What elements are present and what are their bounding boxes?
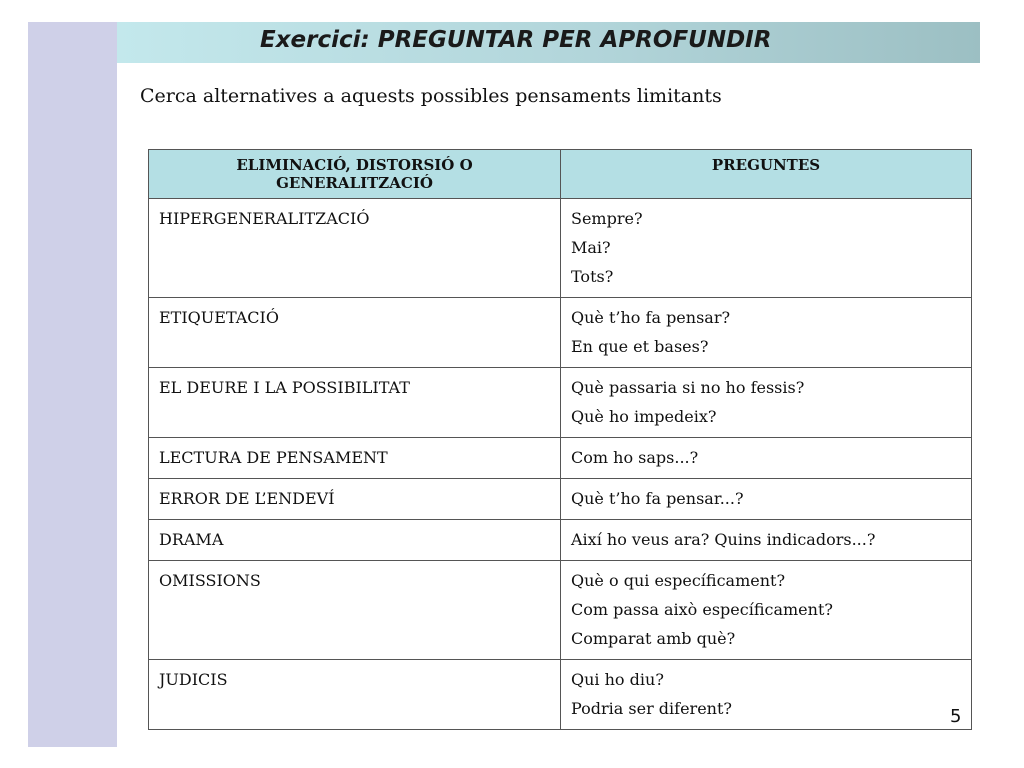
category-cell: JUDICIS bbox=[149, 660, 561, 730]
question-text: Comparat amb què? bbox=[571, 629, 736, 648]
category-cell: ETIQUETACIÓ bbox=[149, 298, 561, 368]
header-questions: PREGUNTES bbox=[561, 150, 972, 199]
question-text: En que et bases? bbox=[571, 337, 709, 356]
question-text: Com ho saps...? bbox=[571, 448, 699, 467]
questions-cell bbox=[561, 368, 972, 438]
questions-cell bbox=[561, 438, 972, 479]
questions-cell bbox=[561, 199, 972, 298]
question-text: Mai? bbox=[571, 238, 611, 257]
slide-title: Exercici: PREGUNTAR PER APROFUNDIR bbox=[260, 27, 772, 53]
page-number: 5 bbox=[950, 706, 962, 727]
question-text: Què passaria si no ho fessis? bbox=[571, 378, 805, 397]
slide-sidebar bbox=[28, 22, 117, 747]
table-row bbox=[149, 368, 972, 438]
table-row bbox=[149, 479, 972, 520]
question-text: Què ho impedeix? bbox=[571, 407, 717, 426]
table-header-row bbox=[149, 150, 972, 199]
questions-table bbox=[148, 149, 972, 730]
table-row bbox=[149, 438, 972, 479]
table-row bbox=[149, 561, 972, 660]
question-text: Què t’ho fa pensar...? bbox=[571, 489, 744, 508]
table-body bbox=[149, 199, 972, 730]
questions-cell bbox=[561, 479, 972, 520]
category-cell: EL DEURE I LA POSSIBILITAT bbox=[149, 368, 561, 438]
questions-cell bbox=[561, 561, 972, 660]
table-row bbox=[149, 199, 972, 298]
category-cell: OMISSIONS bbox=[149, 561, 561, 660]
questions-cell bbox=[561, 660, 972, 730]
table-row bbox=[149, 298, 972, 368]
questions-cell bbox=[561, 520, 972, 561]
question-text: Així ho veus ara? Quins indicadors...? bbox=[571, 530, 876, 549]
questions-cell bbox=[561, 298, 972, 368]
question-text: Tots? bbox=[571, 267, 614, 286]
question-text: Què t’ho fa pensar? bbox=[571, 308, 731, 327]
question-text: Què o qui específicament? bbox=[571, 571, 786, 590]
slide-subtitle: Cerca alternatives a aquests possibles pensaments limitants bbox=[140, 85, 722, 107]
question-text: Sempre? bbox=[571, 209, 643, 228]
category-cell: HIPERGENERALITZACIÓ bbox=[149, 199, 561, 298]
category-cell: DRAMA bbox=[149, 520, 561, 561]
question-text: Com passa això específicament? bbox=[571, 600, 833, 619]
question-text: Qui ho diu? bbox=[571, 670, 664, 689]
table-row bbox=[149, 660, 972, 730]
question-text: Podria ser diferent? bbox=[571, 699, 732, 718]
category-cell: LECTURA DE PENSAMENT bbox=[149, 438, 561, 479]
category-cell: ERROR DE L’ENDEVÍ bbox=[149, 479, 561, 520]
table-row bbox=[149, 520, 972, 561]
header-category: ELIMINACIÓ, DISTORSIÓ O GENERALITZACIÓ bbox=[149, 150, 561, 199]
